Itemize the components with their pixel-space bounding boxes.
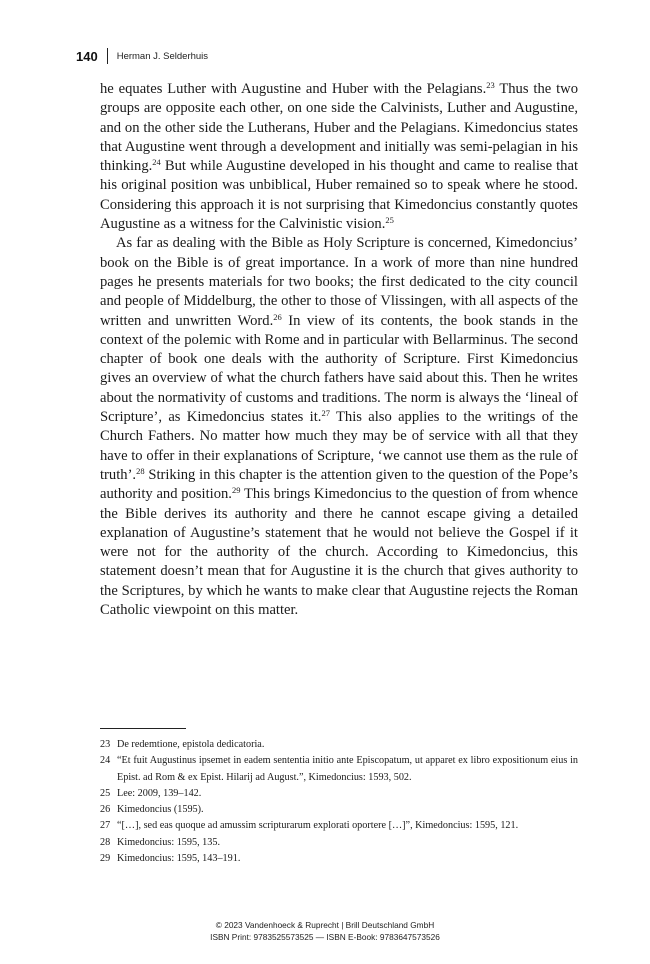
- footnote-text: “Et fuit Augustinus ipsemet in eadem sententia initio ante Episcopatum, ut apparet ex libro expositionum eius in Epist. ad Rom & ex Epist. Hilarij ad August.”, Kimedoncius: 1593, 502.: [117, 755, 578, 783]
- footnote-ref: 25: [385, 215, 394, 226]
- page-footer: [0, 919, 650, 943]
- footnote-ref: 27: [321, 408, 330, 419]
- footnote-number: 27: [100, 820, 111, 832]
- text-run: This also applies to the writings of the Church Fathers. No matter how much they may be of service with all that they have to offer in their explanations of Scripture, ‘we cannot use them as the rule of truth’.: [100, 409, 578, 483]
- footnote-number: 23: [100, 739, 111, 750]
- text-run: But while Augustine developed in his thought and came to realise that his original position was unbiblical, Huber remained so to speak where he stood. Considering this approach it is not surprising that Kimedoncius constantly quotes Augustine as a witness for the Calvinistic vision.: [100, 158, 578, 233]
- text-run: Thus the two groups are opposite each other, on one side the Calvinists, Luther and Augustine, and on the other side the Lutherans, Huber and the Pelagians. Kimedoncius states that Augustine went through a development and initially was semi-pelagian in his thinking.: [100, 81, 578, 175]
- footnote-text: Kimedoncius: 1595, 135.: [117, 836, 220, 848]
- footnote-text: Kimedoncius: 1595, 143–191.: [117, 853, 241, 865]
- copyright-line: © 2023 Vandenhoeck & Ruprecht | Brill Deutschland GmbH: [215, 920, 435, 930]
- running-head-author: Herman J. Selderhuis: [116, 50, 209, 62]
- isbn-line: ISBN Print: 9783525573525 — ISBN E-Book: 9783647573526: [210, 932, 440, 942]
- running-head: [76, 48, 208, 64]
- paragraph-1: [100, 80, 578, 234]
- footnote-text: Lee: 2009, 139–142.: [117, 787, 202, 799]
- footnote-number: 26: [100, 804, 111, 816]
- footnote: [100, 818, 578, 834]
- footnote-ref: 26: [273, 311, 282, 322]
- footnote-divider: [100, 728, 186, 729]
- page-number: 140: [76, 48, 98, 64]
- text-run: As far as dealing with the Bible as Holy Scripture is concerned, Kimedoncius’ book on the Bible is of great importance. In a work of more than nine hundred pages he presents materials for two books; the first dedicated to the city council and people of Middelburg, the other to those of Vlissingen, with all aspects of the written and unwritten Word.: [100, 235, 578, 329]
- footnote: [100, 753, 578, 786]
- footnote-ref: 28: [136, 465, 145, 476]
- footnote: [100, 835, 578, 851]
- footnote-text: “[…], sed eas quoque ad amussim scripturarum explorati oportere […]”, Kimedoncius: 1595, 121.: [117, 820, 519, 832]
- paragraph-2: [100, 234, 578, 620]
- text-run: In view of its contents, the book stands in the context of the polemic with Rome and in particular with Bellarminus. The second chapter of book one deals with the authority of Scripture. First Kimedoncius gives an overview of what the church fathers have said about this. Then he writes about the normativity of customs and traditions. The norm is always the ‘lineal of Scripture’, as Kimedoncius states it.: [100, 312, 578, 426]
- footnote-number: 28: [100, 836, 111, 848]
- footnotes: [100, 737, 578, 867]
- footnote-number: 29: [100, 853, 111, 865]
- footnote-ref: 23: [486, 80, 495, 90]
- text-run: This brings Kimedoncius to the question of from whence the Bible derives its authority and there he cannot escape giving a detailed explanation of Augustine’s statement that he would not believe the Gospel if it were not for the authority of the church. According to Kimedoncius, this statement doesn’t mean that for Augustine it is the church that gives authority to the Scriptures, by which he wants to make clear that Augustine rejects the Roman Catholic viewpoint on this matter.: [100, 486, 578, 619]
- footnote-text: De redemtione, epistola dedicatoria.: [117, 739, 265, 750]
- footnote: [100, 737, 578, 753]
- footnote: [100, 851, 578, 867]
- body-text: [100, 80, 578, 620]
- footnote-number: 25: [100, 787, 111, 799]
- footnote-ref: 29: [231, 485, 241, 496]
- footnote-text: Kimedoncius (1595).: [117, 804, 204, 816]
- footnote-number: 24: [100, 755, 111, 767]
- text-run: he equates Luther with Augustine and Huber with the Pelagians.: [100, 81, 487, 97]
- header-divider: [107, 48, 108, 64]
- footnote: [100, 802, 578, 818]
- text-run: Striking in this chapter is the attention given to the question of the Pope’s authority and position.: [100, 466, 578, 503]
- footnote-ref: 24: [152, 157, 161, 168]
- footnote: [100, 786, 578, 802]
